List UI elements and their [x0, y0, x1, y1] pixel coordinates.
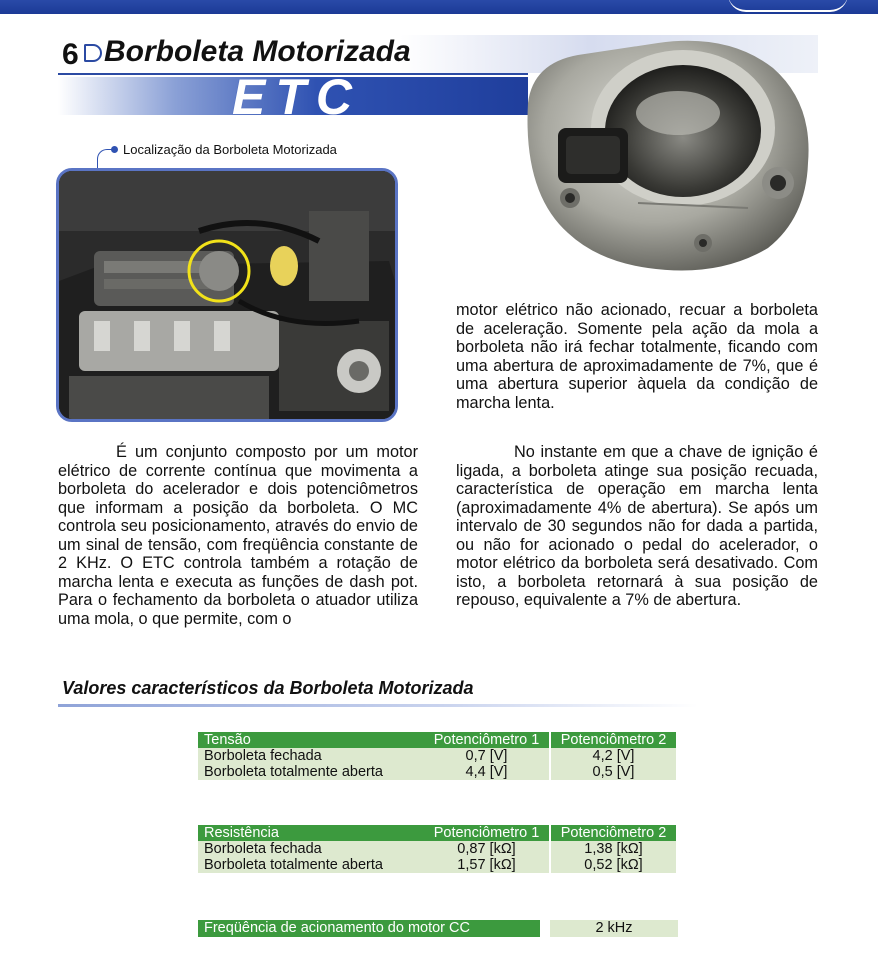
paragraph-right-top: motor elétrico não acionado, recuar a borboleta de aceleração. Somente pela ação da mola a borboleta não irá fechar totalmente, ficando com uma abertura de aproximadamente de 7%, que é uma abertura superior àquela da condição de marcha lenta. — [456, 301, 818, 412]
table-header-cell: Potenciômetro 2 — [550, 732, 677, 748]
section-number: 6 — [62, 38, 79, 71]
top-bar — [0, 0, 878, 14]
engine-bay-photo-frame — [56, 168, 398, 422]
page-title: Borboleta Motorizada — [104, 35, 411, 68]
throttle-body-photo — [508, 33, 828, 278]
frequency-value: 2 kHz — [550, 920, 678, 937]
paragraph-right-bottom: No instante em que a chave de ignição é ligada, a borboleta atinge sua posição recuada, característica de operação em marcha lenta (aproximadamente 4% de abertura). Se após um intervalo de 30 segundos não for dada a partida, ou não for acionado o pedal do acelerador, o motor elétrico da borboleta será desativado. Com isto, a borboleta retornará à sua posição de repouso, equivalente a 7% de abertura. — [456, 443, 818, 609]
table-header-cell: Resistência — [198, 825, 424, 841]
section-arrow-icon — [84, 44, 102, 62]
table-cell: 1,38 [kΩ] — [550, 841, 677, 857]
table-header-cell: Tensão — [198, 732, 424, 748]
page-subtitle: ETC — [232, 69, 362, 125]
table-cell: 0,7 [V] — [424, 748, 550, 764]
paragraph-left-bottom: É um conjunto composto por um motor elétrico de corrente contínua que movimenta a borboleta do acelerador e dois potenciômetros que informam a posição da borboleta. O MC controla seu posicionamento, através do envio de um sinal de tensão, com freqüência constante de 2 KHz. O ETC controla também a rotação de marcha lenta e executa as funções de dash pot. Para o fechamento da borboleta o atuador utiliza uma mola, o que permite, com o — [58, 443, 418, 628]
table-cell: Borboleta fechada — [198, 841, 424, 857]
table-cell: Borboleta totalmente aberta — [198, 857, 424, 873]
table-cell: Borboleta fechada — [198, 748, 424, 764]
table-cell: 0,87 [kΩ] — [424, 841, 550, 857]
table-header-row — [198, 732, 677, 748]
table-header-cell: Potenciômetro 1 — [424, 732, 550, 748]
location-bullet-icon — [111, 146, 118, 153]
table-header-cell: Potenciômetro 1 — [424, 825, 550, 841]
values-section-underline — [58, 704, 698, 707]
resistance-table — [198, 825, 678, 873]
table-header-cell: Potenciômetro 2 — [550, 825, 677, 841]
table-cell: 1,57 [kΩ] — [424, 857, 550, 873]
table-row — [198, 841, 677, 857]
frequency-label: Freqüência de acionamento do motor CC — [198, 920, 540, 937]
table-cell: 0,5 [V] — [550, 764, 677, 780]
location-label: Localização da Borboleta Motorizada — [123, 142, 337, 157]
table-cell: 4,2 [V] — [550, 748, 677, 764]
values-section-title: Valores característicos da Borboleta Motorizada — [62, 678, 474, 698]
tension-table — [198, 732, 678, 780]
table-cell: 4,4 [V] — [424, 764, 550, 780]
table-row — [198, 764, 677, 780]
engine-bay-photo — [59, 171, 395, 419]
table-cell: 0,52 [kΩ] — [550, 857, 677, 873]
table-cell: Borboleta totalmente aberta — [198, 764, 424, 780]
top-bar-curve — [728, 0, 848, 12]
table-row — [198, 748, 677, 764]
table-header-row — [198, 825, 677, 841]
table-row — [198, 857, 677, 873]
